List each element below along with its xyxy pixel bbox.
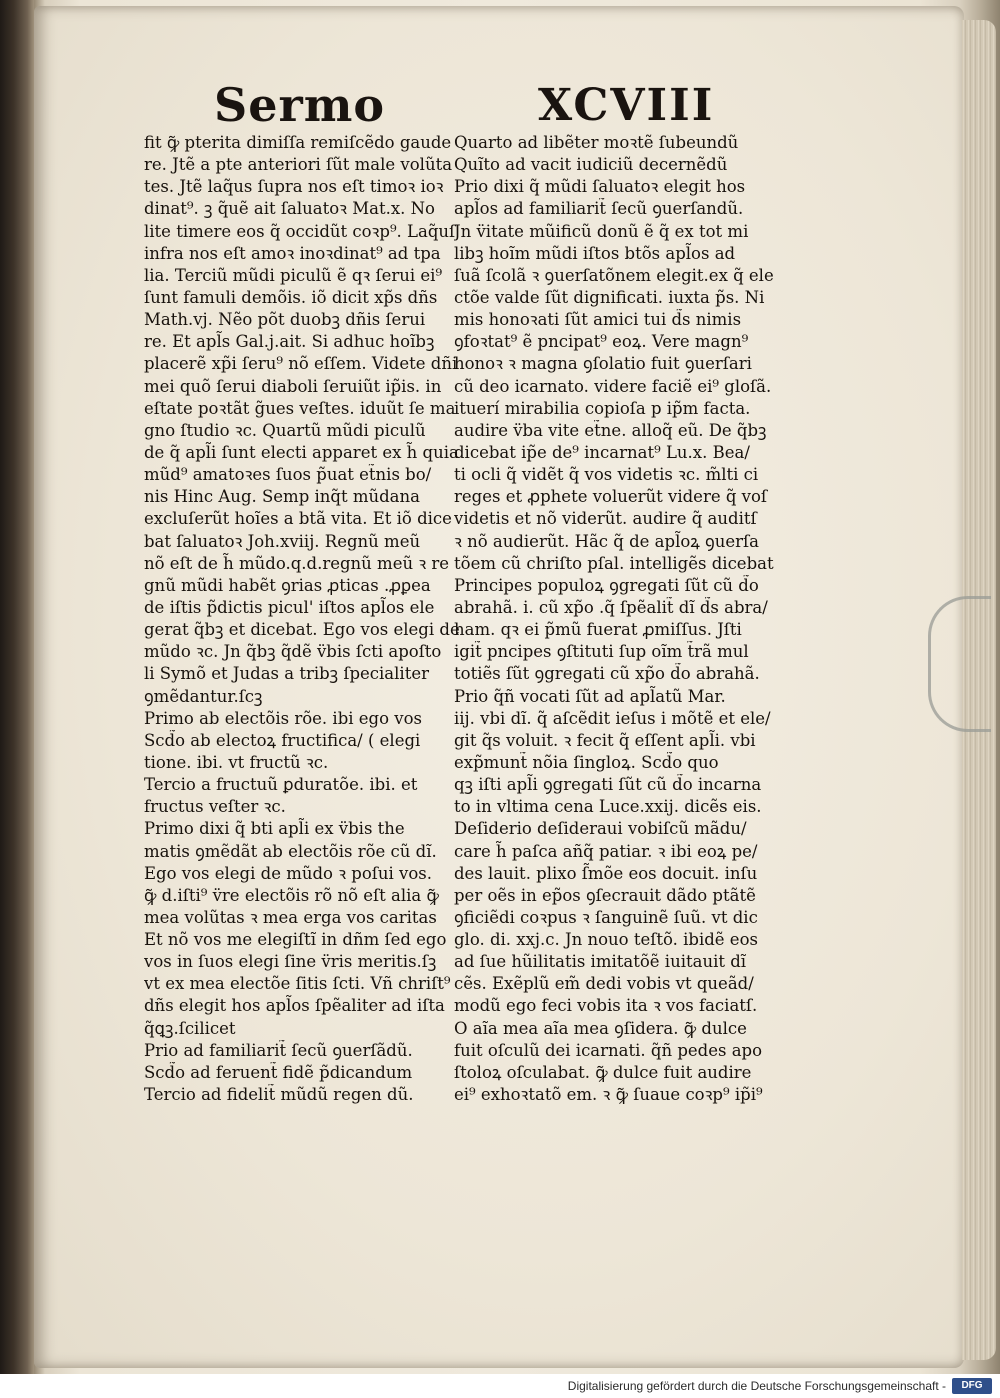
text-line: care h̃ paſca añq̃ patiar. ꝛ ibi eoꝝ pe/ <box>454 841 758 861</box>
text-line: de iſtis p̃dictis picul' iſtos apl̃os ele <box>144 597 435 617</box>
text-line: tione. ibi. vt fructũ ꝛc. <box>144 752 329 772</box>
text-line: fructus veſter ꝛc. <box>144 797 286 817</box>
text-line: iij. vbi dĩ. q̃ aſcẽdit ieſus i mõtẽ et ele/ <box>454 708 771 728</box>
text-line: ſunt famuli demõis. iõ dicit xp̃s dñs <box>144 287 438 307</box>
text-line: per oẽs in ep̃os ꝯſecrauit dãdo ptãtẽ <box>454 885 756 905</box>
text-line: Scd̃o ad feruent̃ fidẽ p̃dicandum <box>144 1062 413 1082</box>
text-line: glo. di. xxj.c. Jn nouo teſtõ. ibidẽ eos <box>454 930 758 950</box>
folio-number: XCVIII <box>538 80 715 131</box>
text-line: totiẽs ſũt ꝯgregati cũ xp̃o d̃o abrahã. <box>454 664 760 684</box>
text-line: q̃ꝗꝫ.ſcilicet <box>144 1018 236 1038</box>
text-line: cẽs. Exẽplũ em̃ dedi vobis vt queãd/ <box>454 974 754 994</box>
text-line: Prio dixi q̃ mũdi ſaluatoꝛ elegit hos <box>454 177 746 197</box>
text-line: bat ſaluatoꝛ Joh.xviij. Regnũ meũ <box>144 531 421 551</box>
text-line: ctõe valde ſũt dignificati. iuxta p̃s. Ni <box>454 287 765 307</box>
text-line: ꝯmẽdantur.ſcꝫ <box>144 686 263 706</box>
text-line: mis honoꝛati ſũt amici tui d̃s nimis <box>454 310 742 330</box>
text-line: infra nos eſt amoꝛ inoꝛdinat⁹ ad tpa <box>144 243 441 263</box>
text-line: ꝙ̃ d.iſti⁹ v̈re electõis rõ nõ eſt alia ꝙ̃ <box>144 885 439 905</box>
text-line: ſuã ſcolã ꝛ ꝯuerſatõnem elegit.ex q̃ ele <box>454 265 774 285</box>
text-line: Quarto ad libẽter moꝛtẽ ſubeundũ <box>454 133 739 152</box>
text-line: Primo ab electõis rõe. ibi ego vos <box>144 708 423 728</box>
text-line: gerat q̃bꝫ et dicebat. Ego vos elegi de <box>144 620 460 640</box>
text-line: cũ deo icarnato. videre faciẽ ei⁹ gloſã. <box>454 376 772 396</box>
text-line: re. Et apl̃s Gal.j.ait. Si adhuc hoĩbꝫ <box>144 332 435 352</box>
text-line: ham. qꝛ ei p̃mũ fuerat ꝓmiſſus. Jſti <box>454 620 742 640</box>
text-line: fuit oſculũ dei icarnati. q̃ñ pedes apo <box>454 1040 763 1060</box>
text-line: li Symõ et Judas a tribꝫ ſpecialiter <box>144 664 429 684</box>
text-line: vos in ſuos elegi ſine v̈ris meritis.ſꝫ <box>144 952 437 972</box>
text-line: Tercio a fructuũ ꝑduratõe. ibi. et <box>144 775 418 795</box>
text-line: Et nõ vos me elegiſtĩ in dñm ſed ego <box>144 930 447 950</box>
text-line: tõem cũ chriſto pſal. intelligẽs dicebat <box>454 553 774 573</box>
text-line: Quĩto ad vacit iudiciũ decernẽdũ <box>454 155 728 175</box>
text-line: Primo dixi q̃ bti apl̃i ex v̈bis the <box>144 819 405 839</box>
running-head: Sermo <box>214 78 386 132</box>
text-line: mũd⁹ amatoꝛes ſuos p̃uat et̃nis bo/ <box>144 465 432 485</box>
facing-page-edge <box>0 0 34 1374</box>
text-line: ad ſue hũilitatis imitatõẽ iuitauit dĩ <box>454 952 747 972</box>
text-line: gno ſtudio ꝛc. Quartũ mũdi piculũ <box>144 420 426 440</box>
text-line: ituerí mirabilia copioſa p ip̃m facta. <box>454 398 751 418</box>
text-line: modũ ego feci vobis ita ꝛ vos faciatſ. <box>454 996 758 1016</box>
text-line: qꝫ iſti apl̃i ꝯgregati ſũt cũ d̃o incarna <box>454 775 762 795</box>
text-line: Ego vos elegi de mũdo ꝛ poſui vos. <box>144 863 433 883</box>
text-line: Prio ad familiarit̃ ſecũ ꝯuerſãdũ. <box>144 1040 413 1060</box>
left-text-column <box>144 132 474 1106</box>
clasp-ring <box>928 596 991 732</box>
text-line: vt ex mea electõe ſitis ſcti. Vñ chriſt⁹ <box>144 974 451 994</box>
text-line: Tercio ad fidelit̃ mũdũ regen dũ. <box>144 1085 414 1105</box>
text-line: tes. Jtẽ laq̃us ſupra nos eſt timoꝛ ioꝛ <box>144 177 444 197</box>
text-line: mea volũtas ꝛ mea erga vos caritas <box>144 907 437 927</box>
text-line: dicebat ip̃e de⁹ incarnat⁹ Lu.x. Bea/ <box>454 442 750 462</box>
text-line: apl̃os ad familiarit̃ ſecũ ꝯuerſandũ. <box>454 199 744 219</box>
text-line: igit̃ pncipes ꝯſtituti ſup oĩm t̃rã mul <box>454 642 749 662</box>
text-line: Jn v̈itate mũificũ donũ ẽ q̃ ex tot mi <box>454 221 749 241</box>
text-line: to in vltima cena Luce.xxij. dicẽs eis. <box>454 797 762 817</box>
text-line: lite timere eos q̃ occidũt coꝛp⁹. Laq̃uſ <box>144 221 456 241</box>
text-line: nõ eſt de h̃ mũdo.q.d.regnũ meũ ꝛ re <box>144 553 450 573</box>
page-header <box>0 78 1000 138</box>
text-line: lia. Terciũ mũdi piculũ ẽ qꝛ ſerui ei⁹ <box>144 265 443 285</box>
text-line: matis ꝯmẽdãt ab electõis rõe cũ dĩ. <box>144 841 437 861</box>
text-line: videtis et nõ viderũt. audire q̃ auditſ <box>454 509 757 529</box>
text-line: eſtate poꝛtãt g̃ues veſtes. iduũt ſe ma <box>144 398 456 418</box>
text-line: O aĩa mea aĩa mea ꝯſidera. ꝙ̃ dulce <box>454 1018 747 1038</box>
text-line: ti ocli q̃ vidẽt q̃ vos videtis ꝛc. m̃lti ci <box>454 465 759 485</box>
text-line: re. Jtẽ a pte anteriori ſũt male volũta <box>144 155 453 175</box>
text-line: mũdo ꝛc. Jn q̃bꝫ q̃dẽ v̈bis ſcti apoſto <box>144 642 442 662</box>
text-line: de q̃ apl̃i ſunt electi apparet ex h̃ quia <box>144 442 459 462</box>
text-line: ſtoloꝝ oſculabat. ꝙ̃ dulce fuit audire <box>454 1062 752 1082</box>
text-line: reges et ꝓphete voluerũt videre q̃ voſ <box>454 487 768 507</box>
text-line: ꝯfoꝛtat⁹ ẽ pncipat⁹ eoꝝ. Vere magn⁹ <box>454 332 749 352</box>
right-text-column <box>454 132 784 1106</box>
text-line: audire v̈ba vite et̃ne. alloq̃ eũ. De q̃bꝫ <box>454 420 767 440</box>
text-line: Principes populoꝝ ꝯgregati ſũt cũ d̃o <box>454 575 759 595</box>
text-line: fit ꝙ̃ pterita dimiſſa remiſcẽdo gaude <box>144 133 452 152</box>
text-line: Prio q̃ñ vocati ſũt ad apl̃atũ Mar. <box>454 686 726 706</box>
text-line: mei quõ ſerui diaboli ſeruiũt ip̃is. in <box>144 376 442 396</box>
text-line: excluſerũt hoĩes a btã vita. Et iõ dice <box>144 509 452 529</box>
text-line: ꝛ nõ audierũt. Hãc q̃ de apl̃oꝝ ꝯuerſa <box>454 531 759 551</box>
footer-bar <box>0 1374 1000 1398</box>
text-line: libꝫ hoĩm mũdi iſtos btõs apl̃os ad <box>454 243 736 263</box>
text-line: honoꝛ ꝛ magna ꝯſolatio fuit ꝯuerſari <box>454 354 752 374</box>
footer-credit: Digitalisierung gefördert durch die Deutsche Forschungsgemeinschaft - <box>567 1379 946 1393</box>
text-line: Scd̃o ab electoꝝ fructifica/ ( elegi <box>144 730 421 750</box>
dfg-logo: DFG <box>952 1378 992 1394</box>
text-line: placerẽ xp̃i ſeru⁹ nõ eſſem. Videte dñi <box>144 354 458 374</box>
text-line: dñs elegit hos apl̃os ſpẽaliter ad iſta <box>144 996 445 1016</box>
text-line: des lauit. plixo ſ̃mõe eos docuit. inſu <box>454 863 758 883</box>
text-line: Deſiderio deſideraui vobiſcũ mãdu/ <box>454 819 747 839</box>
text-line: exp̃munt̃ nõia ſingloꝝ. Scd̃o quo <box>454 752 719 772</box>
text-line: nis Hinc Aug. Semp inq̃t mũdana <box>144 487 420 507</box>
text-line: ꝯficiẽdi coꝛpus ꝛ ſanguinẽ ſuũ. vt dic <box>454 907 758 927</box>
text-line: git q̃s voluit. ꝛ fecit q̃ eſſent apl̃i. vbi <box>454 730 756 750</box>
text-line: abrahã. i. cũ xp̃o .q̃ ſpẽalit̃ dĩ d̃s abra/ <box>454 597 768 617</box>
text-line: dinat⁹. ꝫ q̃uẽ ait ſaluatoꝛ Mat.x. No <box>144 199 435 219</box>
text-line: Math.vj. Nẽo põt duobꝫ dñis ſerui <box>144 310 426 330</box>
text-line: gnũ mũdi habẽt ꝯrias ꝓticas .ꝓꝑea <box>144 575 431 595</box>
text-line: ei⁹ exhoꝛtatõ em. ꝛ ꝙ̃ ſuaue coꝛp⁹ ip̃i⁹ <box>454 1085 763 1105</box>
